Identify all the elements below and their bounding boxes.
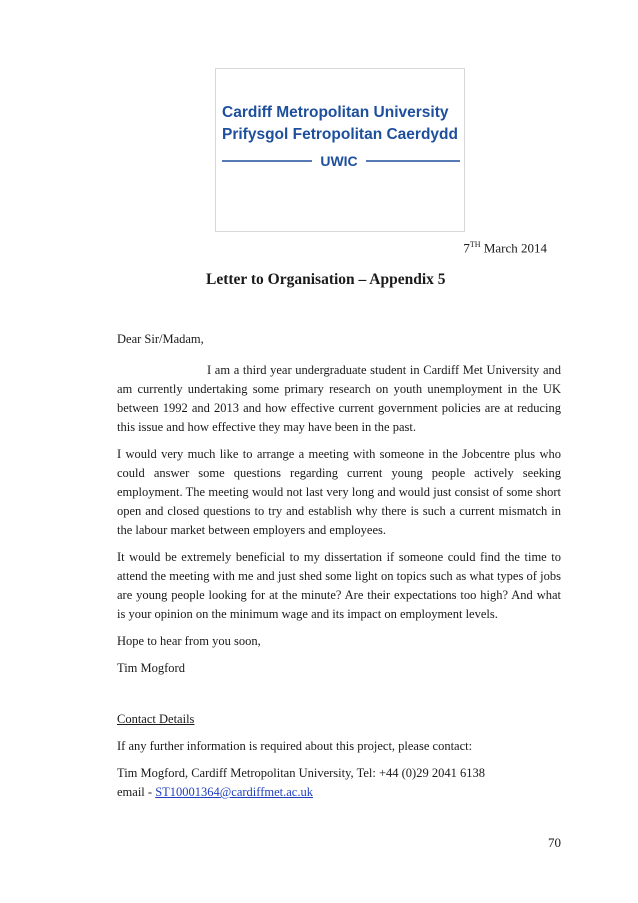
paragraph-request: I would very much like to arrange a meeting with someone in the Jobcentre plus who could answer some questions regarding current young people actively seeking employment. The meeting would not last very long and would just consist of some short open and closed questions to try and establish why there is such a current mismatch in the labour market between employers and employees. [117, 447, 561, 537]
contact-heading: Contact Details [117, 712, 195, 726]
email-link[interactable]: ST10001364@cardiffmet.ac.uk [155, 785, 313, 799]
logo-mark: UWIC [320, 153, 358, 169]
paragraph-intro: I am a third year undergraduate student in Cardiff Met University and am currently undertaking some primary research on youth unemployment in the UK between 1992 and 2013 and how effective current government policies are at reducing this issue and how effective they may have been in the past. [117, 363, 561, 434]
contact-intro: If any further information is required about this project, please contact: [117, 739, 473, 753]
letter-title: Letter to Organisation – Appendix 5 [206, 271, 446, 288]
signature: Tim Mogford [117, 661, 185, 675]
closing-line: Hope to hear from you soon, [117, 634, 261, 648]
date-month-year: March 2014 [483, 240, 547, 256]
date-day: 7 [463, 240, 470, 256]
date-suffix: TH [469, 240, 481, 249]
letter-body [117, 330, 561, 810]
page-number: 70 [548, 835, 561, 850]
contact-line: Tim Mogford, Cardiff Metropolitan University, Tel: +44 (0)29 2041 6138 [117, 766, 485, 780]
paragraph-benefit: It would be extremely beneficial to my dissertation if someone could find the time to attend the meeting with me and just shed some light on topics such as what types of jobs are young people looking for at the minute? Are their expectations too high? And what is your opinion on the minimum wage and its impact on employment levels. [117, 550, 561, 621]
logo-welsh-name: Prifysgol Fetropolitan Caerdydd [222, 126, 458, 143]
logo-english-name: Cardiff Metropolitan University [222, 104, 449, 121]
letter-date [463, 240, 547, 256]
university-logo [215, 68, 465, 232]
logo-graphic [216, 69, 464, 231]
salutation: Dear Sir/Madam, [117, 332, 204, 346]
contact-email-row [117, 783, 561, 802]
email-label: email - [117, 785, 153, 799]
